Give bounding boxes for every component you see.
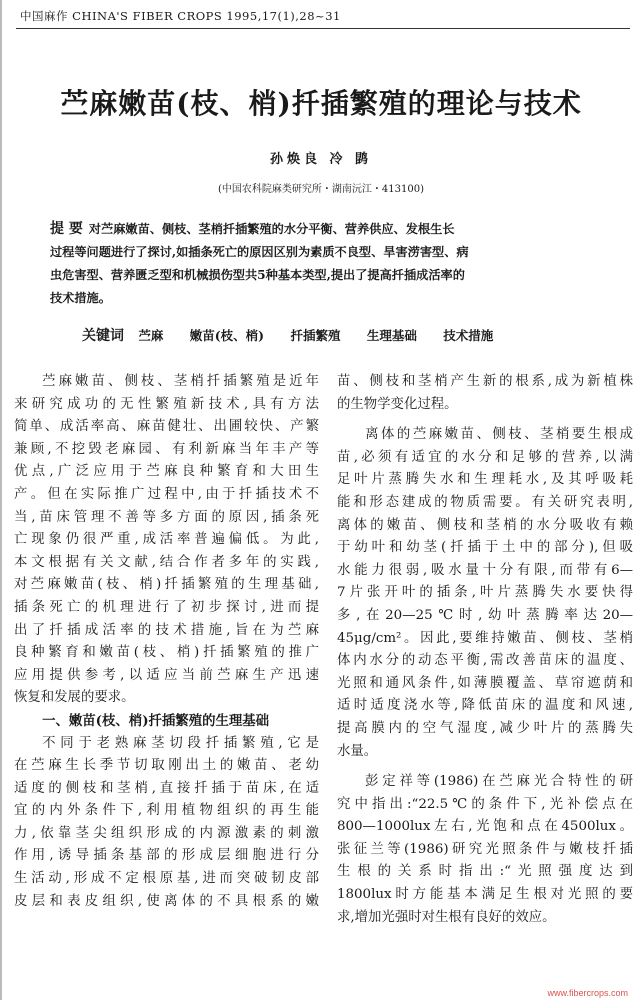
body-line: 良种繁育和嫩苗(枝、梢)扦插繁殖的推广: [14, 645, 319, 661]
body-line: 亡现象仍很严重,成活率普遍偏低。为此,: [14, 532, 319, 548]
authors: 孙焕良 冷 鹍: [269, 152, 373, 167]
keywords: [82, 325, 600, 345]
abstract-line: 虫危害型、营养匮乏型和机械损伤型共5种基本类型,提出了提高扦插成活率的: [50, 268, 465, 282]
abstract-text: 对苎麻嫩苗、侧枝、茎梢扦插繁殖的水分平衡、营养供应、发根生长: [88, 222, 455, 236]
body-line: 7片张开叶的插条,叶片蒸腾失水要快得: [337, 585, 633, 601]
body-line: 的生物学变化过程。: [337, 396, 458, 412]
body-line: 在苎麻生长季节切取刚出土的嫩苗、老幼: [14, 758, 319, 774]
body-line: 皮层和表皮组织,使离体的不具根系的嫩: [14, 893, 319, 909]
body-line: 离体的苎麻嫩苗、侧枝、茎梢要生根成: [365, 427, 633, 443]
abstract-line: 技术措施。: [50, 291, 111, 305]
affiliation: (中国农科院麻类研究所・湖南沅江・413100): [218, 184, 424, 195]
keyword: 苎麻: [138, 328, 164, 343]
body-line: 兼顾,不挖毁老麻园、有利新麻当年丰产等: [14, 441, 319, 457]
body-line: 离体的嫩苗、侧枝和茎梢的水分吸收有赖: [337, 517, 633, 533]
body-line: 求,增加光强时对生根有良好的效应。: [337, 909, 556, 925]
body-line: 多,在20—25℃时,幼叶蒸腾率达20—: [337, 607, 633, 623]
body-line: 优点,广泛应用于苎麻良种繁育和大田生: [14, 464, 319, 480]
abstract-line: [50, 218, 596, 241]
body-line: 光照和通风条件,如薄膜覆盖、草帘遮荫和: [337, 675, 633, 691]
body-line: 1800lux时方能基本满足生根对光照的要: [337, 887, 633, 903]
body-line: 力,依靠茎尖组织形成的内源激素的刺激: [14, 825, 319, 841]
keywords-label: 关键词: [82, 328, 124, 344]
abstract-label: 提 要: [50, 221, 83, 237]
body-line: 对苎麻嫩苗(枝、梢)扦插繁殖的生理基础,: [14, 577, 319, 593]
body-line: 苗,必须有适宜的水分和足够的营养,以满: [337, 449, 633, 465]
body-line: 来研究成功的无性繁殖新技术,具有方法: [14, 396, 319, 412]
body-line: 体内水分的动态平衡,需改善苗床的温度、: [337, 653, 633, 669]
keyword: 嫩苗(枝、梢): [189, 328, 265, 343]
body-line: 足叶片蒸腾失水和生理耗水,及其呼吸耗: [337, 472, 633, 488]
body-line: 提高膜内的空气湿度,减少叶片的蒸腾失: [337, 720, 633, 736]
body-line: 水能力很弱,吸水量十分有限,而带有6—: [337, 562, 633, 578]
body-line: 适度的侧枝和茎梢,直接扦插于苗床,在适: [14, 780, 319, 796]
body-line: 简单、成活率高、麻苗健壮、出圃较快、产繁: [14, 419, 319, 435]
watermark: www.fibercrops.com: [547, 988, 628, 998]
body-line: 出了扦插成活率的技术措施,旨在为苎麻: [14, 622, 319, 638]
body-line: 苎麻嫩苗、侧枝、茎梢扦插繁殖是近年: [42, 374, 319, 389]
keyword: 扦插繁殖: [290, 328, 341, 343]
abstract: [50, 218, 596, 310]
header-rule: [16, 28, 630, 29]
abstract-line: 过程等问题进行了探讨,如插条死亡的原因区别为素质不良型、旱害涝害型、病: [50, 245, 469, 259]
paper-title: 苎麻嫩苗(枝、梢)扦插繁殖的理论与技术: [60, 87, 582, 120]
keyword: 生理基础: [366, 328, 417, 343]
right-column: [337, 371, 633, 929]
left-column: [14, 371, 319, 913]
body-line: 恢复和发展的要求。: [14, 690, 135, 706]
body-line: 能和形态建成的物质需要。有关研究表明,: [337, 494, 633, 510]
keyword: 技术措施: [443, 328, 494, 343]
section-heading: 一、嫩苗(枝、梢)扦插繁殖的生理基础: [42, 712, 270, 729]
body-line: 张征兰等(1986)研究光照条件与嫩枝扦插: [337, 841, 633, 857]
body-line: 生活动,形成不定根原基,进而突破韧皮部: [14, 871, 319, 887]
body-line: 应用提供参考,以适应当前苎麻生产迅速: [14, 667, 319, 683]
body-line: 究中指出:“22.5℃的条件下,光补偿点在: [337, 796, 633, 812]
body-line: 800—1000lux左右,光饱和点在4500lux。: [337, 819, 633, 835]
body-line: 本文根据有关文献,结合作者多年的实践,: [14, 554, 319, 570]
body-line: 产。但在实际推广过程中,由于扦插技术不: [14, 486, 319, 502]
body-line: 于幼叶和幼茎(扦插于土中的部分),但吸: [337, 540, 633, 556]
body-line: 宜的内外条件下,利用植物组织的再生能: [14, 803, 319, 819]
body-line: 彭定祥等(1986)在苎麻光合特性的研: [365, 774, 633, 790]
body-line: 插条死亡的机理进行了初步探讨,进而提: [14, 599, 319, 615]
body-line: 不同于老熟麻茎切段扦插繁殖,它是: [42, 735, 319, 751]
body-line: 苗、侧枝和茎梢产生新的根系,成为新植株: [337, 374, 633, 389]
body-line: 适时适度浇水等,降低苗床的温度和风速,: [337, 698, 633, 714]
running-header: 中国麻作 CHINA'S FIBER CROPS 1995,17(1),28~31: [20, 9, 341, 23]
body-line: 45μg/cm²。因此,要维持嫩苗、侧枝、茎梢: [337, 630, 633, 646]
body-line: 生根的关系时指出:“光照强度达到: [337, 864, 633, 880]
body-line: 当,苗床管理不善等多方面的原因,插条死: [14, 509, 319, 525]
body-line: 作用,诱导插条基部的形成层细胞进行分: [14, 848, 319, 864]
body-line: 水量。: [337, 743, 378, 759]
